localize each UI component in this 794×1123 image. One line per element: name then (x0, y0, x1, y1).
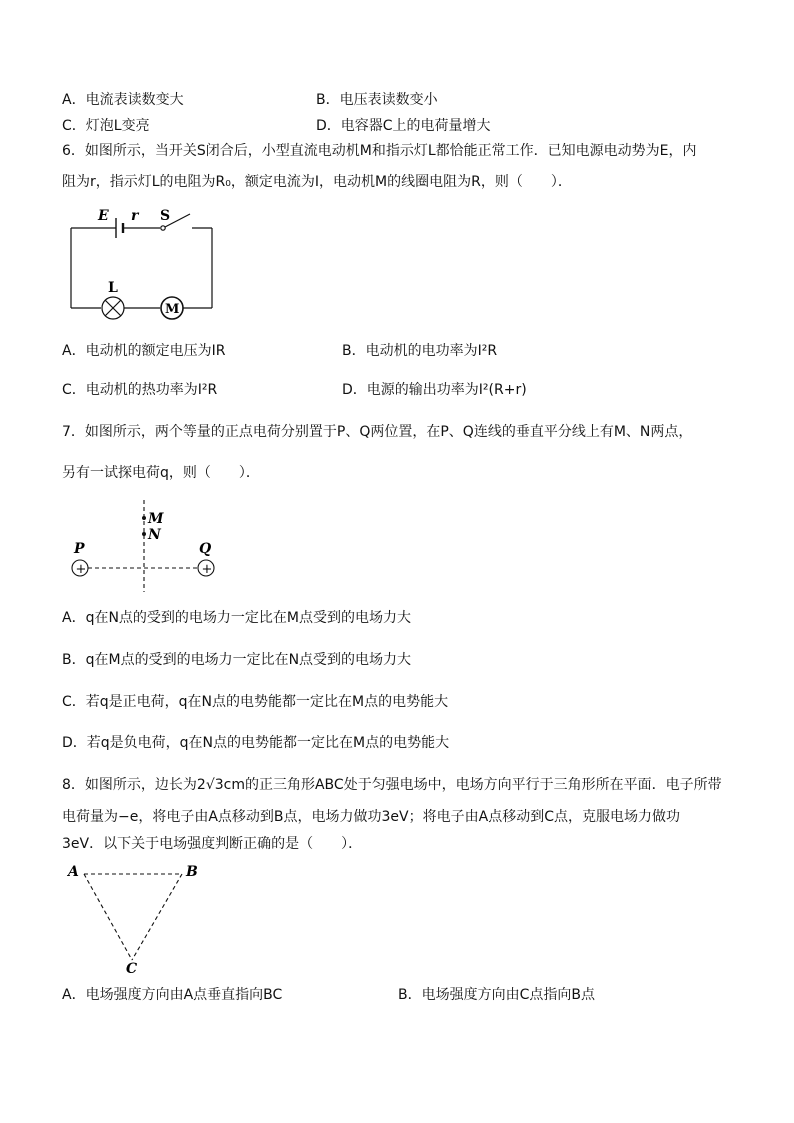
q6-stem-line-1: 6．如图所示，当开关S闭合后，小型直流电动机M和指示灯L都恰能正常工作．已知电源电动势为E，内 (62, 143, 697, 159)
q5-option-d: D．电容器C上的电荷量增大 (316, 118, 491, 134)
q7-option-c: C．若q是正电荷，q在N点的电势能都一定比在M点的电势能大 (62, 694, 449, 710)
q6-option-c: C．电动机的热功率为I²R (62, 382, 218, 398)
q6-label-l: L (108, 280, 118, 296)
q7-option-b: B．q在M点的受到的电场力一定比在N点受到的电场力大 (62, 652, 412, 668)
q8-option-b: B．电场强度方向由C点指向B点 (398, 987, 595, 1003)
q6-circuit-diagram (68, 204, 218, 322)
q7-label-n: N (148, 527, 161, 543)
q7-option-d: D．若q是负电荷，q在N点的电势能都一定比在M点的电势能大 (62, 735, 450, 751)
q7-plus-p: + (75, 562, 87, 577)
q7-label-q: Q (199, 541, 212, 557)
q7-stem-line-2: 另有一试探电荷q，则（ ）． (62, 465, 260, 481)
q6-stem-line-2: 阻为r，指示灯L的电阻为R₀，额定电流为I，电动机M的线圈电阻为R，则（ ）． (62, 174, 572, 190)
q6-label-e: E (98, 208, 109, 224)
q8-option-a: A．电场强度方向由A点垂直指向BC (62, 987, 283, 1003)
q5-option-c: C．灯泡L变亮 (62, 118, 150, 134)
q6-option-d: D．电源的输出功率为I²(R+r) (342, 382, 527, 398)
q6-option-b: B．电动机的电功率为I²R (342, 343, 498, 359)
q6-label-s: S (160, 208, 171, 224)
q8-stem-line-2: 电荷量为−e，将电子由A点移动到B点，电场力做功3eV；将电子由A点移动到C点，克服电场力做功 (62, 809, 680, 825)
q7-plus-q: + (201, 562, 213, 577)
q8-label-b: B (186, 864, 198, 880)
q7-charges-diagram (66, 496, 220, 596)
q5-option-b: B．电压表读数变小 (316, 92, 438, 108)
q8-label-c: C (126, 961, 138, 977)
q7-option-a: A．q在N点的受到的电场力一定比在M点受到的电场力大 (62, 610, 412, 626)
q8-triangle-diagram (64, 860, 204, 978)
q6-label-m: M (165, 302, 180, 317)
q7-label-p: P (74, 541, 85, 557)
q7-stem-line-1: 7．如图所示，两个等量的正点电荷分别置于P、Q两位置，在P、Q连线的垂直平分线上有M、N两点， (62, 424, 693, 440)
q7-label-m: M (148, 511, 164, 527)
q8-stem-line-3: 3eV．以下关于电场强度判断正确的是（ ）． (62, 836, 363, 852)
q6-option-a: A．电动机的额定电压为IR (62, 343, 226, 359)
q8-label-a: A (68, 864, 79, 880)
q5-option-a: A．电流表读数变大 (62, 92, 184, 108)
q6-label-r: r (131, 208, 139, 224)
q8-stem-line-1: 8．如图所示，边长为2√3cm的正三角形ABC处于匀强电场中，电场方向平行于三角形所在平面．电子所带 (62, 777, 722, 793)
